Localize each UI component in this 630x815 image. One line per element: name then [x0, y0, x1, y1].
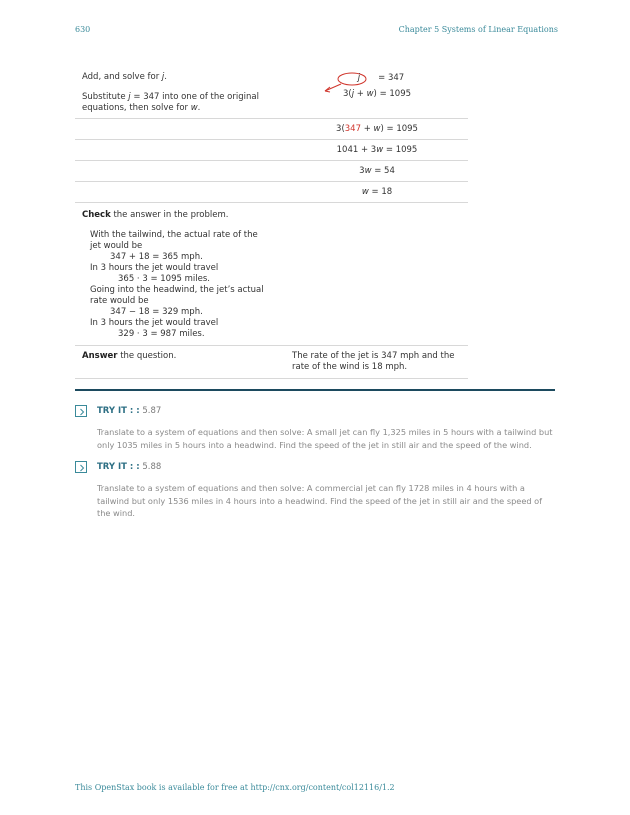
try-it-label	[97, 406, 161, 416]
try-it-label	[97, 462, 161, 472]
check-line: 365 · 3 = 1095 miles.	[118, 274, 210, 284]
try-it-title: TRY IT : :	[97, 406, 140, 416]
step-text: the question.	[117, 351, 177, 361]
variable-w: w	[366, 89, 374, 99]
footer-text: This OpenStax book is available for free at http://cnx.org/content/col12116/1.2	[75, 783, 395, 792]
equation-original	[286, 89, 468, 100]
step-add-solve	[82, 72, 282, 114]
step-period: .	[164, 72, 167, 82]
eq-part: 3	[359, 166, 365, 176]
check-line: In 3 hours the jet would travel	[90, 318, 219, 328]
eq-part: 3(	[336, 124, 345, 134]
table-row	[75, 140, 468, 161]
eq-part: +	[361, 124, 374, 134]
try-it-text: Translate to a system of equations and then solve: A commercial jet can fly 1728 miles in 4 hours with a tailwind but only 1536 miles in 4 hours into a headwind. Find the speed of the jet in still air and the speed of the wind.	[97, 483, 543, 518]
variable-j: j	[161, 72, 165, 82]
eq-part: = 18	[368, 187, 393, 197]
try-it-title: TRY IT : :	[97, 462, 140, 472]
step-text: the answer in the problem.	[110, 210, 229, 220]
try-it-number: 5.87	[139, 406, 162, 416]
answer-heading: Answer	[82, 351, 118, 361]
try-it-text: Translate to a system of equations and then solve: A small jet can fly 1,325 miles in 5 hours with a tailwind but only 1035 miles in 5 hours into a headwind. Find the speed of the jet in still air and the speed of the wind.	[97, 427, 553, 450]
answer-step	[82, 351, 176, 362]
eq-part: ) = 1095	[380, 124, 418, 134]
check-line: With the tailwind, the actual rate of the	[90, 230, 258, 240]
variable-w: w	[190, 103, 198, 113]
variable-w: w	[373, 124, 381, 134]
variable-j: j	[128, 92, 131, 102]
step-period: .	[197, 103, 201, 113]
check-heading: Check	[82, 210, 111, 220]
answer-text	[292, 351, 467, 373]
check-line: Going into the headwind, the jet’s actual	[90, 285, 264, 295]
variable-w: w	[376, 145, 384, 155]
step-text: = 347 into one of the original equations, then solve for	[82, 92, 259, 113]
substituted-value: 347	[344, 124, 361, 134]
check-line: In 3 hours the jet would travel	[90, 263, 219, 273]
eq-part: +	[354, 89, 367, 99]
chevron-right-icon	[78, 464, 86, 472]
variable-w: w	[364, 166, 372, 176]
equation-w	[286, 187, 468, 198]
check-work	[82, 230, 287, 340]
step-text: Add, and solve for	[82, 72, 162, 82]
eq-part: = 54	[371, 166, 395, 176]
eq-part: ) = 1095	[373, 89, 412, 99]
table-row	[75, 119, 468, 140]
eq-part: 3(	[342, 89, 352, 99]
expand-button[interactable]	[75, 461, 87, 473]
check-line: 347 + 18 = 365 mph.	[110, 252, 203, 262]
check-line: jet would be	[90, 241, 143, 251]
check-step	[82, 210, 287, 340]
try-it-number: 5.88	[139, 462, 162, 472]
table-row	[75, 203, 468, 346]
variable-j: j	[357, 73, 361, 83]
table-row	[75, 346, 468, 379]
expand-button[interactable]	[75, 405, 87, 417]
table-row	[75, 161, 468, 182]
variable-j: j	[351, 89, 355, 99]
check-line: 329 · 3 = 987 miles.	[118, 329, 205, 339]
step-text: Substitute	[82, 92, 129, 102]
eq-part: = 1095	[383, 145, 418, 155]
check-line: 347 − 18 = 329 mph.	[110, 307, 203, 317]
answer-line: rate of the wind is 18 mph.	[292, 362, 408, 372]
equation-j	[286, 73, 472, 84]
variable-w: w	[361, 187, 369, 197]
equation-substituted	[286, 124, 468, 135]
table-row	[75, 68, 468, 119]
solution-table	[75, 68, 468, 379]
equation-3w	[286, 166, 468, 177]
answer-line: The rate of the jet is 347 mph and the	[292, 351, 455, 361]
table-row	[75, 182, 468, 203]
page-number: 630	[75, 25, 91, 34]
chapter-title: Chapter 5 Systems of Linear Equations	[398, 25, 558, 34]
section-divider	[75, 389, 555, 391]
check-line: rate would be	[90, 296, 149, 306]
equation-value: = 347	[378, 73, 405, 83]
equation-1041	[286, 145, 468, 156]
chevron-right-icon	[78, 408, 86, 416]
eq-part: 1041 + 3	[336, 145, 377, 155]
